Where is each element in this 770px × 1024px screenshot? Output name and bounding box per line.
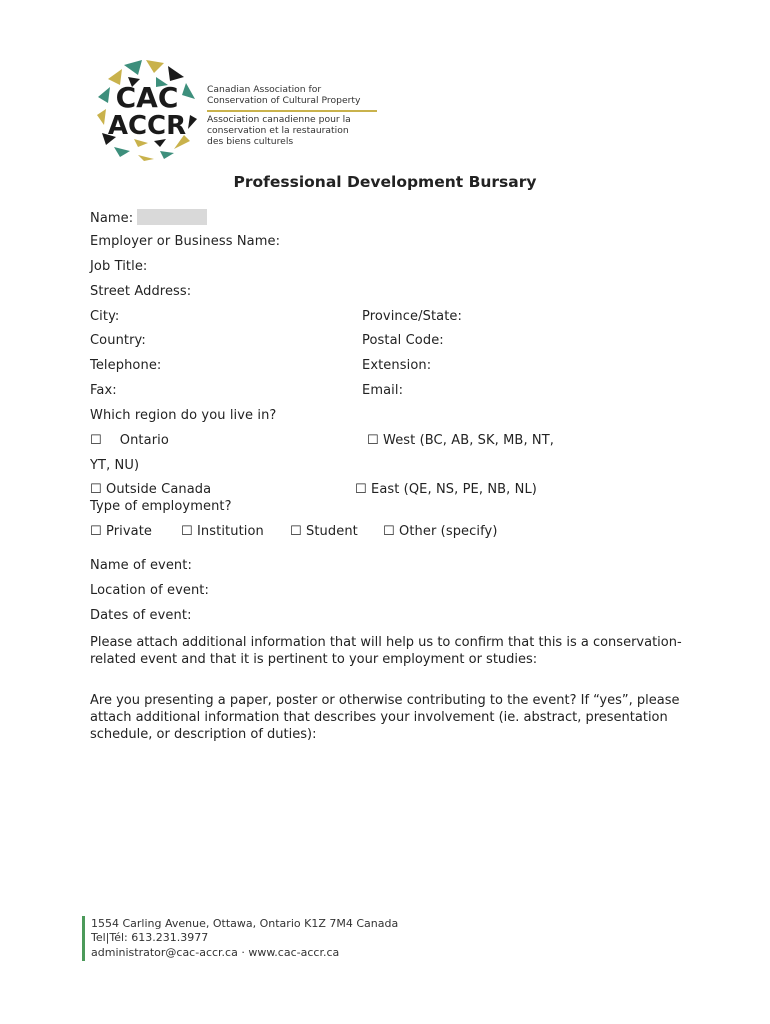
region-east-label: East (QE, NS, PE, NB, NL): [371, 482, 537, 497]
footer-accent-bar: [82, 916, 85, 961]
checkbox-icon[interactable]: ☐: [367, 433, 379, 448]
emp-student-label: Student: [306, 524, 358, 539]
region-west-label: West (BC, AB, SK, MB, NT,: [383, 433, 555, 448]
footer-telephone: Tel|Tél: 613.231.3977: [91, 931, 209, 944]
name-field[interactable]: [90, 209, 207, 226]
form-title: Professional Development Bursary: [233, 173, 537, 191]
cac-accr-logo: [94, 57, 200, 163]
employer-label[interactable]: Employer or Business Name:: [90, 234, 281, 249]
city-label[interactable]: City:: [90, 309, 120, 324]
checkbox-icon[interactable]: ☐: [90, 433, 102, 448]
checkbox-icon[interactable]: ☐: [355, 482, 367, 497]
presenting-paragraph: Are you presenting a paper, poster or otherwise contributing to the event? If “yes”, please attach additional information that describes your involvement (ie. abstract, presentation schedule, or description of duties):: [90, 693, 680, 742]
region-west-label-continued: YT, NU): [90, 458, 140, 473]
checkbox-icon[interactable]: ☐: [181, 524, 193, 539]
name-redacted-value: [137, 209, 207, 225]
event-dates-label[interactable]: Dates of event:: [90, 608, 192, 623]
emp-student-option[interactable]: [290, 524, 358, 539]
email-label[interactable]: Email:: [362, 383, 404, 398]
checkbox-icon[interactable]: ☐: [383, 524, 395, 539]
emp-other-label: Other (specify): [399, 524, 498, 539]
org-name-en-line1: Canadian Association for: [207, 84, 322, 95]
checkbox-icon[interactable]: ☐: [90, 524, 102, 539]
street-address-label[interactable]: Street Address:: [90, 284, 192, 299]
attach-info-paragraph: Please attach additional information that will help us to confirm that this is a conservation-related event and that it is pertinent to your employment or studies:: [90, 635, 682, 667]
checkbox-icon[interactable]: ☐: [90, 482, 102, 497]
emp-private-option[interactable]: [90, 524, 152, 539]
org-name-fr-line1: Association canadienne pour la: [207, 114, 351, 125]
region-ontario-label: Ontario: [119, 433, 169, 448]
region-west-option[interactable]: [367, 433, 554, 448]
emp-institution-option[interactable]: [181, 524, 264, 539]
emp-other-option[interactable]: [383, 524, 498, 539]
logo-cac: CAC: [115, 81, 179, 114]
emp-private-label: Private: [106, 524, 153, 539]
job-title-label[interactable]: Job Title:: [90, 259, 148, 274]
extension-label[interactable]: Extension:: [362, 358, 432, 373]
org-name-en-line2: Conservation of Cultural Property: [207, 95, 361, 106]
org-name-fr-line3: des biens culturels: [207, 136, 294, 147]
event-location-label[interactable]: Location of event:: [90, 583, 209, 598]
telephone-label[interactable]: Telephone:: [90, 358, 162, 373]
country-label[interactable]: Country:: [90, 333, 146, 348]
checkbox-icon[interactable]: ☐: [290, 524, 302, 539]
employment-question: Type of employment?: [90, 499, 232, 514]
province-label[interactable]: Province/State:: [362, 309, 462, 324]
postal-code-label[interactable]: Postal Code:: [362, 333, 444, 348]
region-outside-option[interactable]: [90, 482, 211, 497]
logo-accr: ACCR: [107, 111, 187, 141]
region-question: Which region do you live in?: [90, 408, 277, 423]
fax-label[interactable]: Fax:: [90, 383, 117, 398]
region-outside-label: Outside Canada: [106, 482, 212, 497]
logo-divider: [207, 110, 377, 112]
region-ontario-option[interactable]: [90, 433, 169, 448]
name-label: Name:: [90, 211, 134, 226]
org-name-fr-line2: conservation et la restauration: [207, 125, 349, 136]
region-east-option[interactable]: [355, 482, 537, 497]
emp-institution-label: Institution: [197, 524, 264, 539]
footer-contact[interactable]: administrator@cac-accr.ca · www.cac-accr.ca: [91, 946, 340, 959]
event-name-label[interactable]: Name of event:: [90, 558, 192, 573]
footer-address: 1554 Carling Avenue, Ottawa, Ontario K1Z 7M4 Canada: [91, 917, 399, 930]
